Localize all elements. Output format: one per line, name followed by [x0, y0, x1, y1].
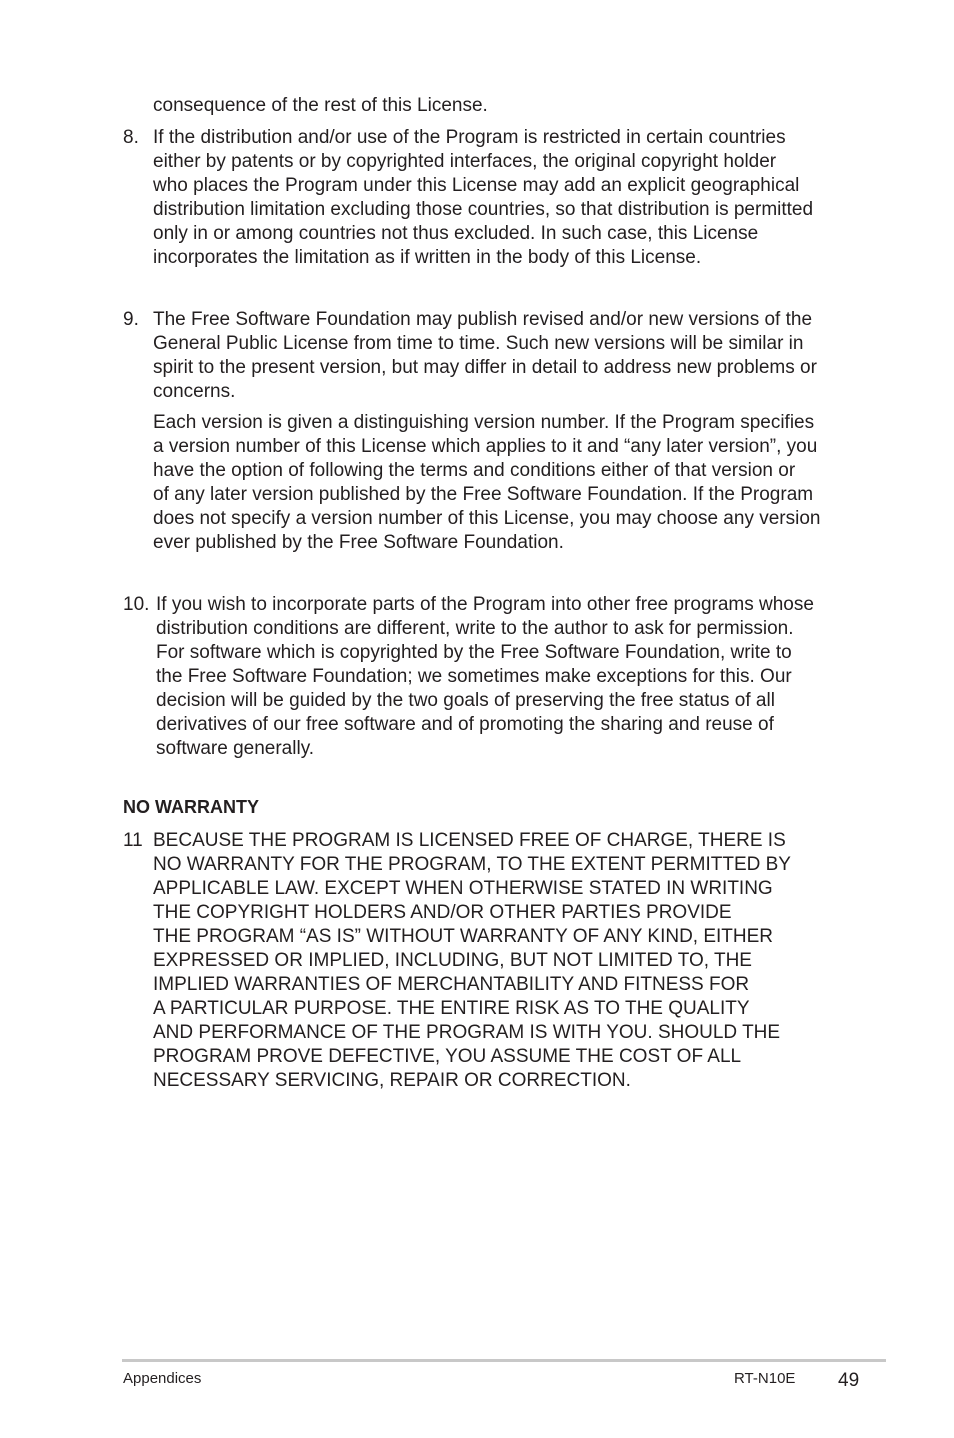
- continuation-text: consequence of the rest of this License.: [153, 95, 488, 116]
- item-number-10: 10.: [123, 594, 150, 615]
- footer-divider: [122, 1359, 886, 1362]
- no-warranty-heading: NO WARRANTY: [123, 797, 259, 817]
- item-number-11: 11: [123, 830, 143, 851]
- item-number-9: 9.: [123, 309, 139, 330]
- item-8-paragraph: If the distribution and/or use of the Program is restricted in certain countries either by patents or by copyrighted interfaces, the original copyright holder who places the Program under this License may add an explicit geographical distribution limitation excluding those countries, so that distribution is permitted only in or among countries not thus excluded. In such case, this License incorporates the limitation as if written in the body of this License.: [153, 127, 814, 268]
- item-11-paragraph: BECAUSE THE PROGRAM IS LICENSED FREE OF CHARGE, THERE IS NO WARRANTY FOR THE PROGRAM, TO THE EXTENT PERMITTED BY APPLICABLE LAW. EXCEPT WHEN OTHERWISE STATED IN WRITING THE COPYRIGHT HOLDERS AND/OR OTHER PARTIES PROVIDE THE PROGRAM “AS IS” WITHOUT WARRANTY OF ANY KIND, EITHER EXPRESSED OR IMPLIED, INCLUDING, BUT NOT LIMITED TO, THE IMPLIED WARRANTIES OF MERCHANTABILITY AND FITNESS FOR A PARTICULAR PURPOSE. THE ENTIRE RISK AS TO THE QUALITY AND PERFORMANCE OF THE PROGRAM IS WITH YOU. SHOULD THE PROGRAM PROVE DEFECTIVE, YOU ASSUME THE COST OF ALL NECESSARY SERVICING, REPAIR OR CORRECTION.: [153, 830, 791, 1091]
- item-9-paragraph-2: Each version is given a distinguishing version number. If the Program specifies a version number of this License which applies to it and “any later version”, you have the option of following the terms and conditions either of that version or of any later version published by the Free Software Foundation. If the Program does not specify a version number of this License, you may choose any version ever published by the Free Software Foundation.: [153, 412, 821, 553]
- page-number: 49: [838, 1370, 860, 1391]
- item-10-paragraph: If you wish to incorporate parts of the Program into other free programs whose distribution conditions are different, write to the author to ask for permission. For software which is copyrighted by the Free Software Foundation, write to the Free Software Foundation; we sometimes make exceptions for this. Our decision will be guided by the two goals of preserving the free status of all derivatives of our free software and of promoting the sharing and reuse of software generally.: [156, 594, 814, 759]
- footer-section-label: Appendices: [123, 1370, 202, 1387]
- item-9-paragraph-1: The Free Software Foundation may publish revised and/or new versions of the General Public License from time to time. Such new versions will be similar in spirit to the present version, but may differ in detail to address new problems or concerns.: [153, 309, 817, 402]
- item-number-8: 8.: [123, 127, 139, 148]
- footer-model-label: RT-N10E: [734, 1370, 796, 1387]
